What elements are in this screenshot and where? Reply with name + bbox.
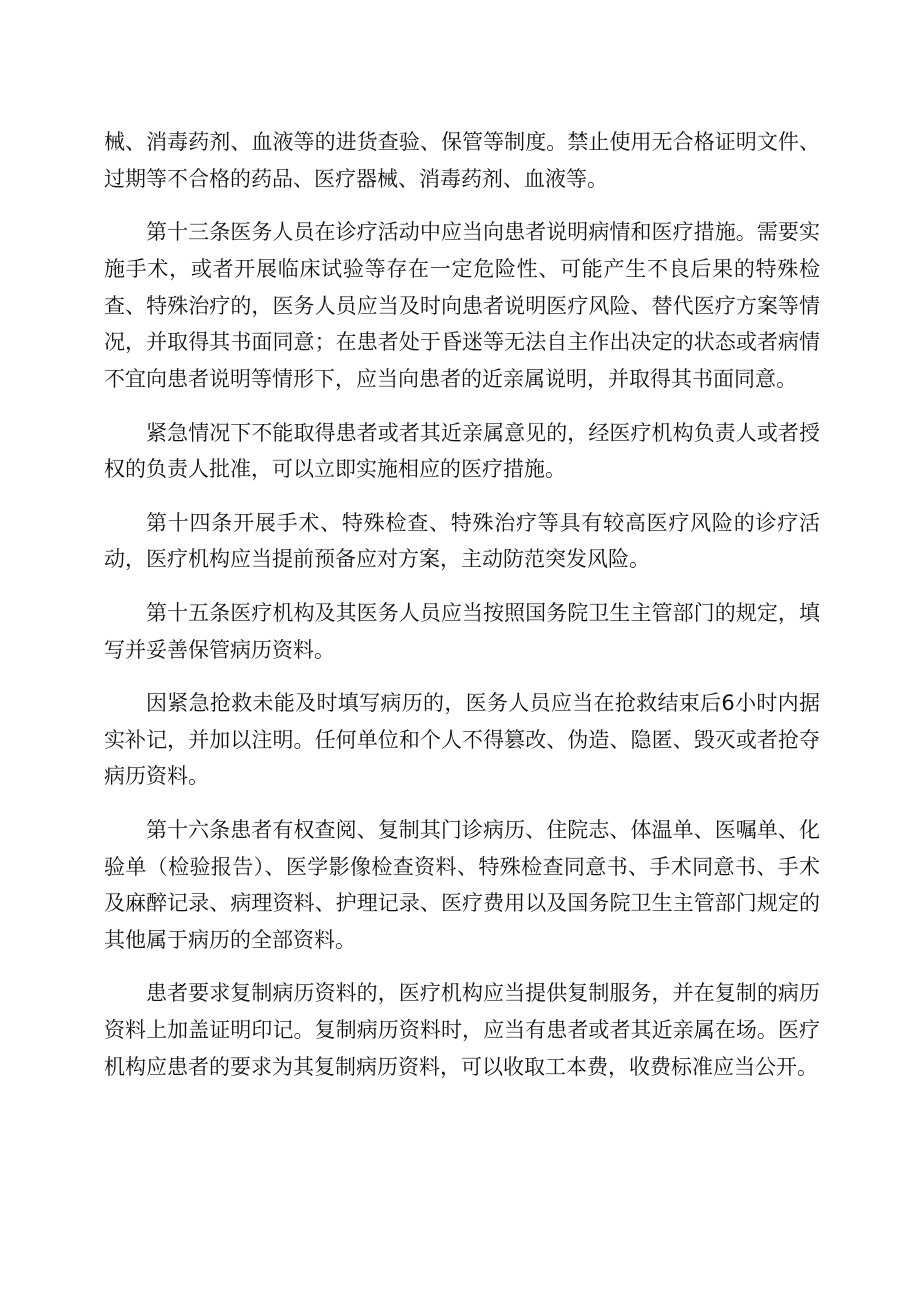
paragraph-article-15: 第十五条医疗机构及其医务人员应当按照国务院卫生主管部门的规定，填写并妥善保管病历资料。	[104, 600, 820, 662]
paragraph-emergency-records: 因紧急抢救未能及时填写病历的，医务人员应当在抢救结束后6小时内据实补记，并加以注明。任何单位和个人不得篡改、伪造、隐匿、毁灭或者抢夺病历资料。	[104, 690, 820, 789]
paragraph-continuation: 械、消毒药剂、血液等的进货查验、保管等制度。禁止使用无合格证明文件、过期等不合格的药品、医疗器械、消毒药剂、血液等。	[104, 130, 820, 191]
paragraph-article-14: 第十四条开展手术、特殊检查、特殊治疗等具有较高医疗风险的诊疗活动，医疗机构应当提前预备应对方案，主动防范突发风险。	[104, 510, 820, 572]
document-body	[104, 124, 820, 1102]
paragraph-article-16: 第十六条患者有权查阅、复制其门诊病历、住院志、体温单、医嘱单、化验单（检验报告）、医学影像检查资料、特殊检查同意书、手术同意书、手术及麻醉记录、病理资料、护理记录、医疗费用以及国务院卫生主管部门规定的其他属于病历的全部资料。	[104, 817, 820, 953]
paragraph-copy-records: 患者要求复制病历资料的，医疗机构应当提供复制服务，并在复制的病历资料上加盖证明印记。复制病历资料时，应当有患者或者其近亲属在场。医疗机构应患者的要求为其复制病历资料，可以收取工本费，收费标准应当公开。	[104, 981, 820, 1080]
paragraph-emergency-consent: 紧急情况下不能取得患者或者其近亲属意见的，经医疗机构负责人或者授权的负责人批准，可以立即实施相应的医疗措施。	[104, 420, 820, 482]
paragraph-article-13: 第十三条医务人员在诊疗活动中应当向患者说明病情和医疗措施。需要实施手术，或者开展临床试验等存在一定危险性、可能产生不良后果的特殊检查、特殊治疗的，医务人员应当及时向患者说明医疗风险、替代医疗方案等情况，并取得其书面同意；在患者处于昏迷等无法自主作出决定的状态或者病情不宜向患者说明等情形下，应当向患者的近亲属说明，并取得其书面同意。	[104, 220, 820, 392]
